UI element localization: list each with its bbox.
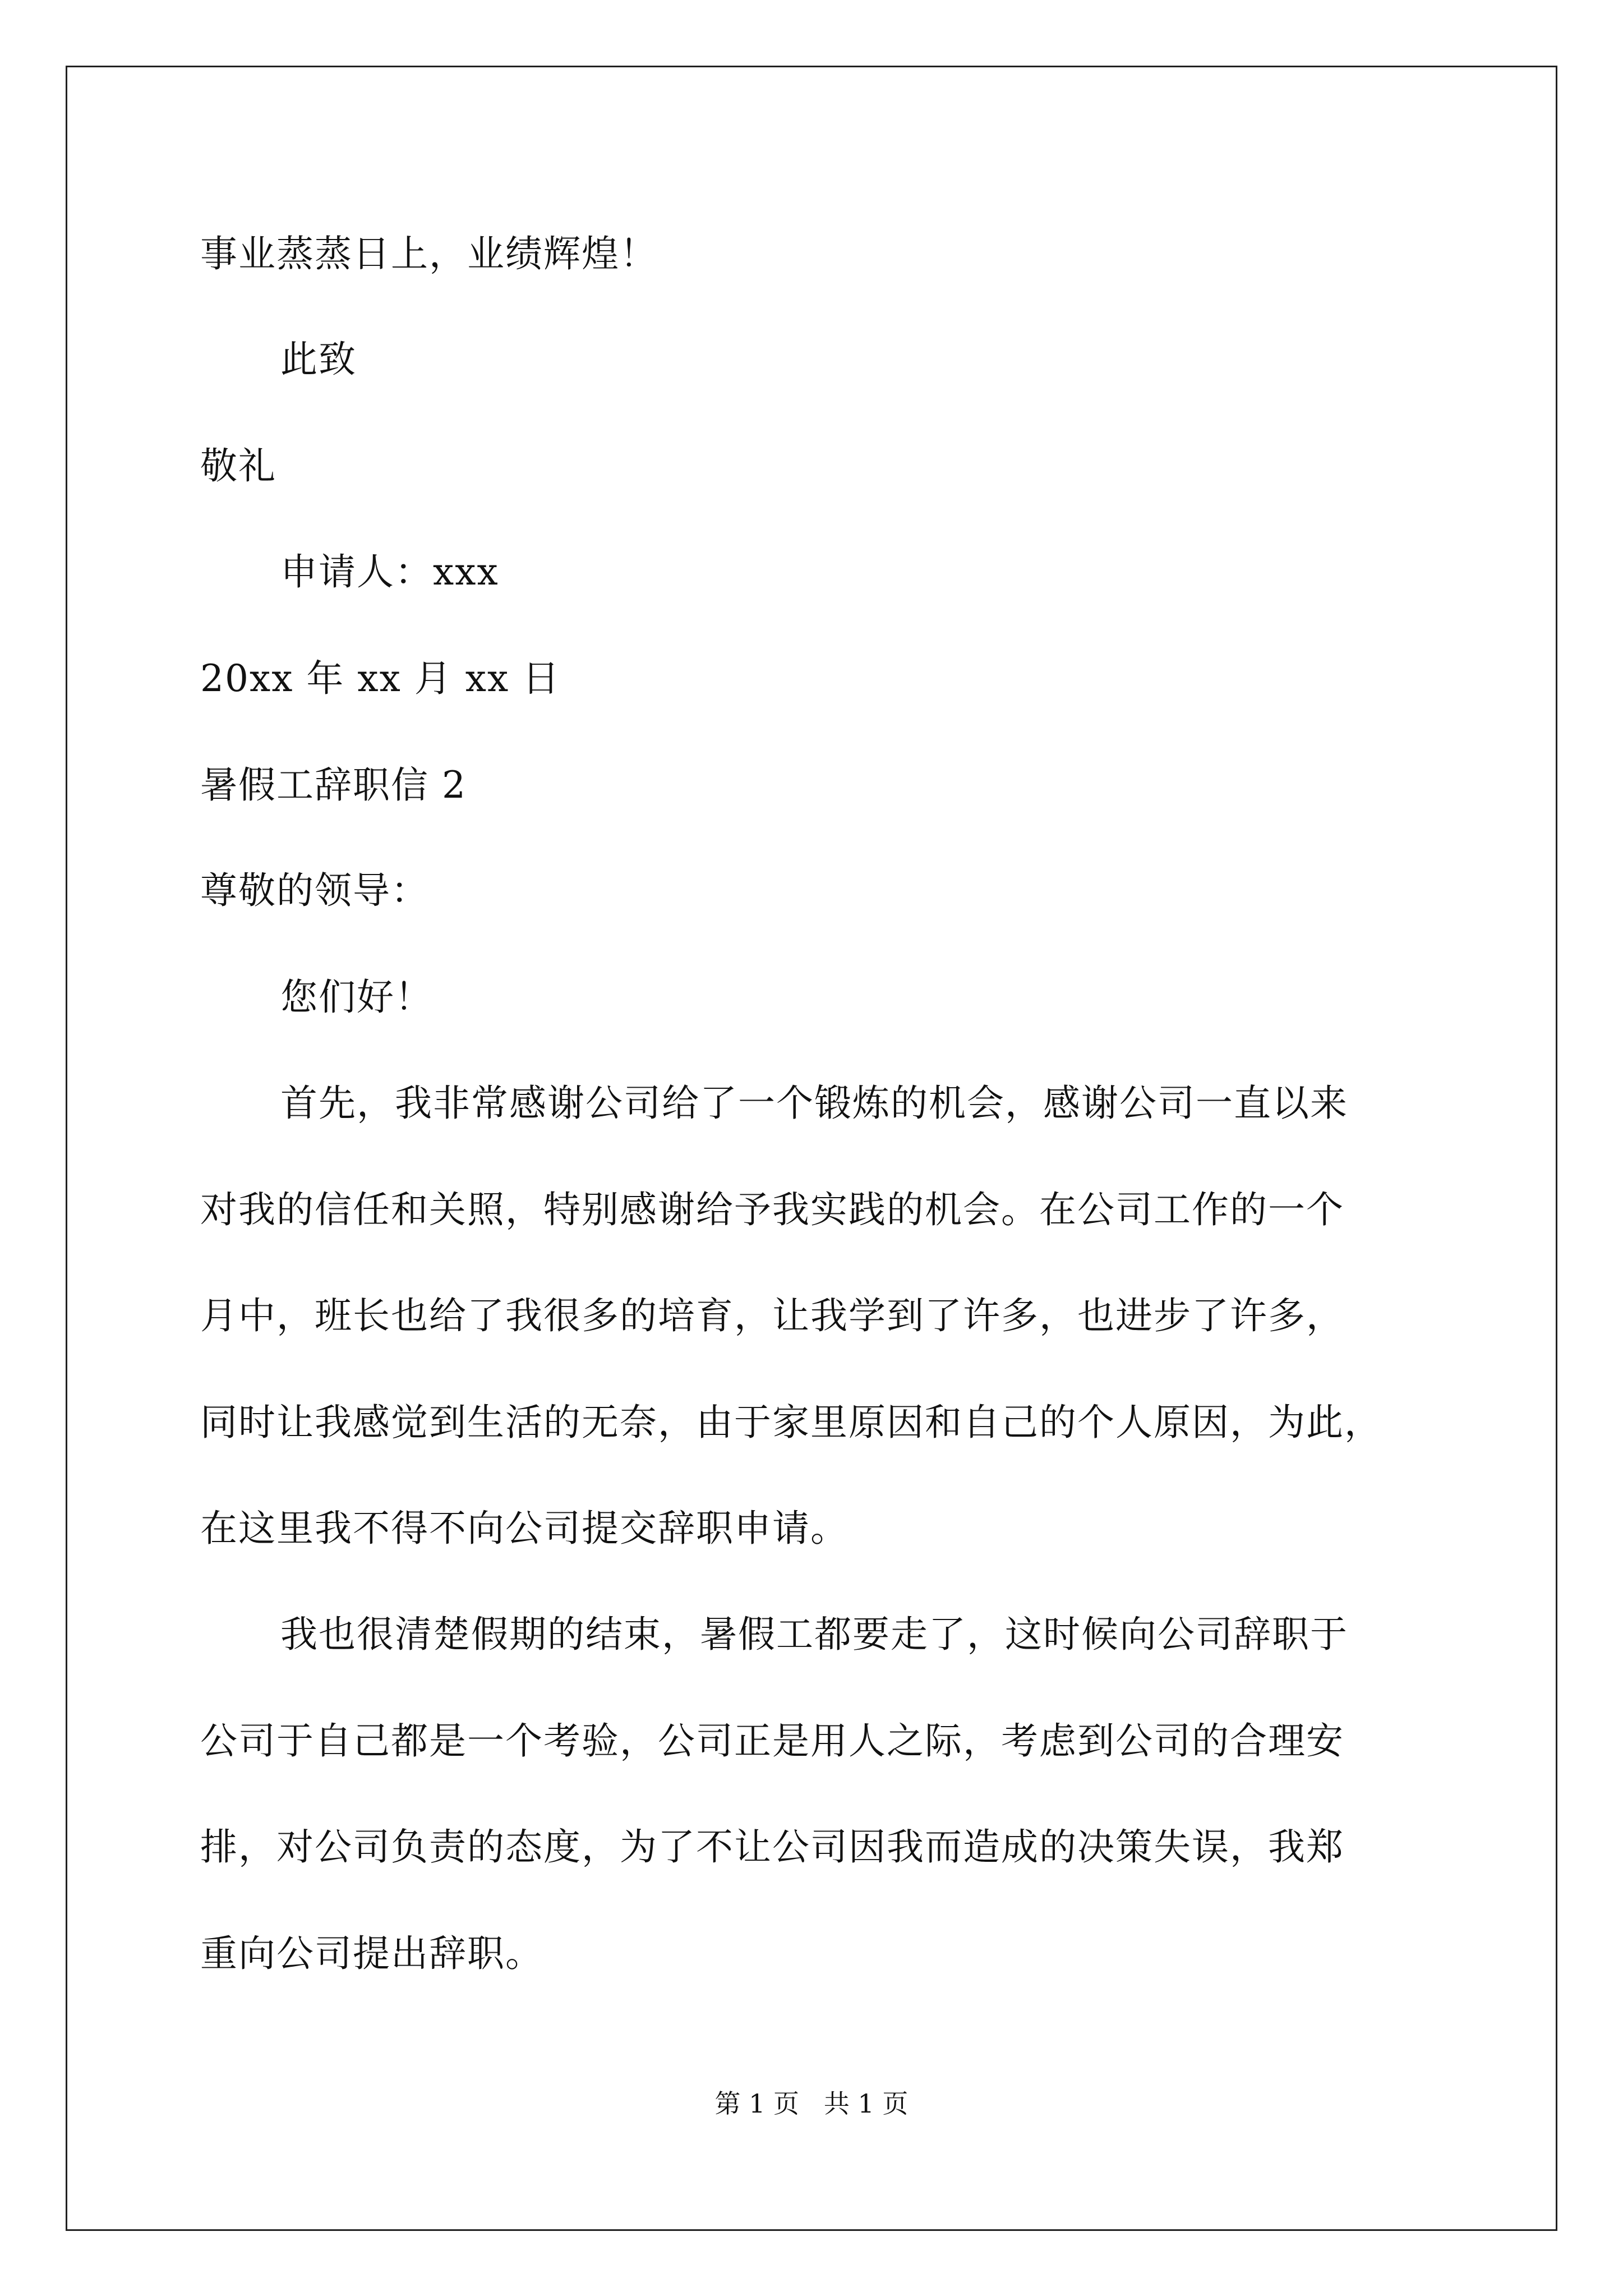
page-border (66, 66, 1557, 2231)
text-line: 首先，我非常感谢公司给了一个锻炼的机会，感谢公司一直以来 (280, 1082, 1348, 1125)
text-line: 排，对公司负责的态度，为了不让公司因我而造成的决策失误，我郑 (200, 1825, 1344, 1869)
text-line: 暑假工辞职信 2 (200, 763, 467, 807)
text-line: 敬礼 (200, 444, 276, 487)
text-line: 月中，班长也给了我很多的培育，让我学到了许多，也进步了许多， (200, 1294, 1344, 1337)
text-line: 在这里我不得不向公司提交辞职申请。 (200, 1507, 849, 1550)
page-footer: 第 1 页 共 1 页 (714, 2088, 909, 2119)
text-line: 同时让我感觉到生活的无奈，由于家里原因和自己的个人原因，为此， (200, 1401, 1382, 1444)
text-line: 公司于自己都是一个考验，公司正是用人之际，考虑到公司的合理安 (200, 1719, 1344, 1763)
text-line: 您们好！ (280, 976, 433, 1019)
text-line: 此致 (280, 338, 357, 381)
text-line: 事业蒸蒸日上，业绩辉煌！ (200, 232, 658, 275)
text-line: 重向公司提出辞职。 (200, 1932, 543, 1975)
text-line: 申请人：xxx (280, 550, 499, 593)
text-line: 我也很清楚假期的结束，暑假工都要走了，这时候向公司辞职于 (280, 1613, 1348, 1656)
text-line: 对我的信任和关照，特别感谢给予我实践的机会。在公司工作的一个 (200, 1188, 1344, 1231)
text-line: 尊敬的领导： (200, 869, 429, 912)
text-line: 20xx 年 xx 月 xx 日 (200, 657, 561, 700)
